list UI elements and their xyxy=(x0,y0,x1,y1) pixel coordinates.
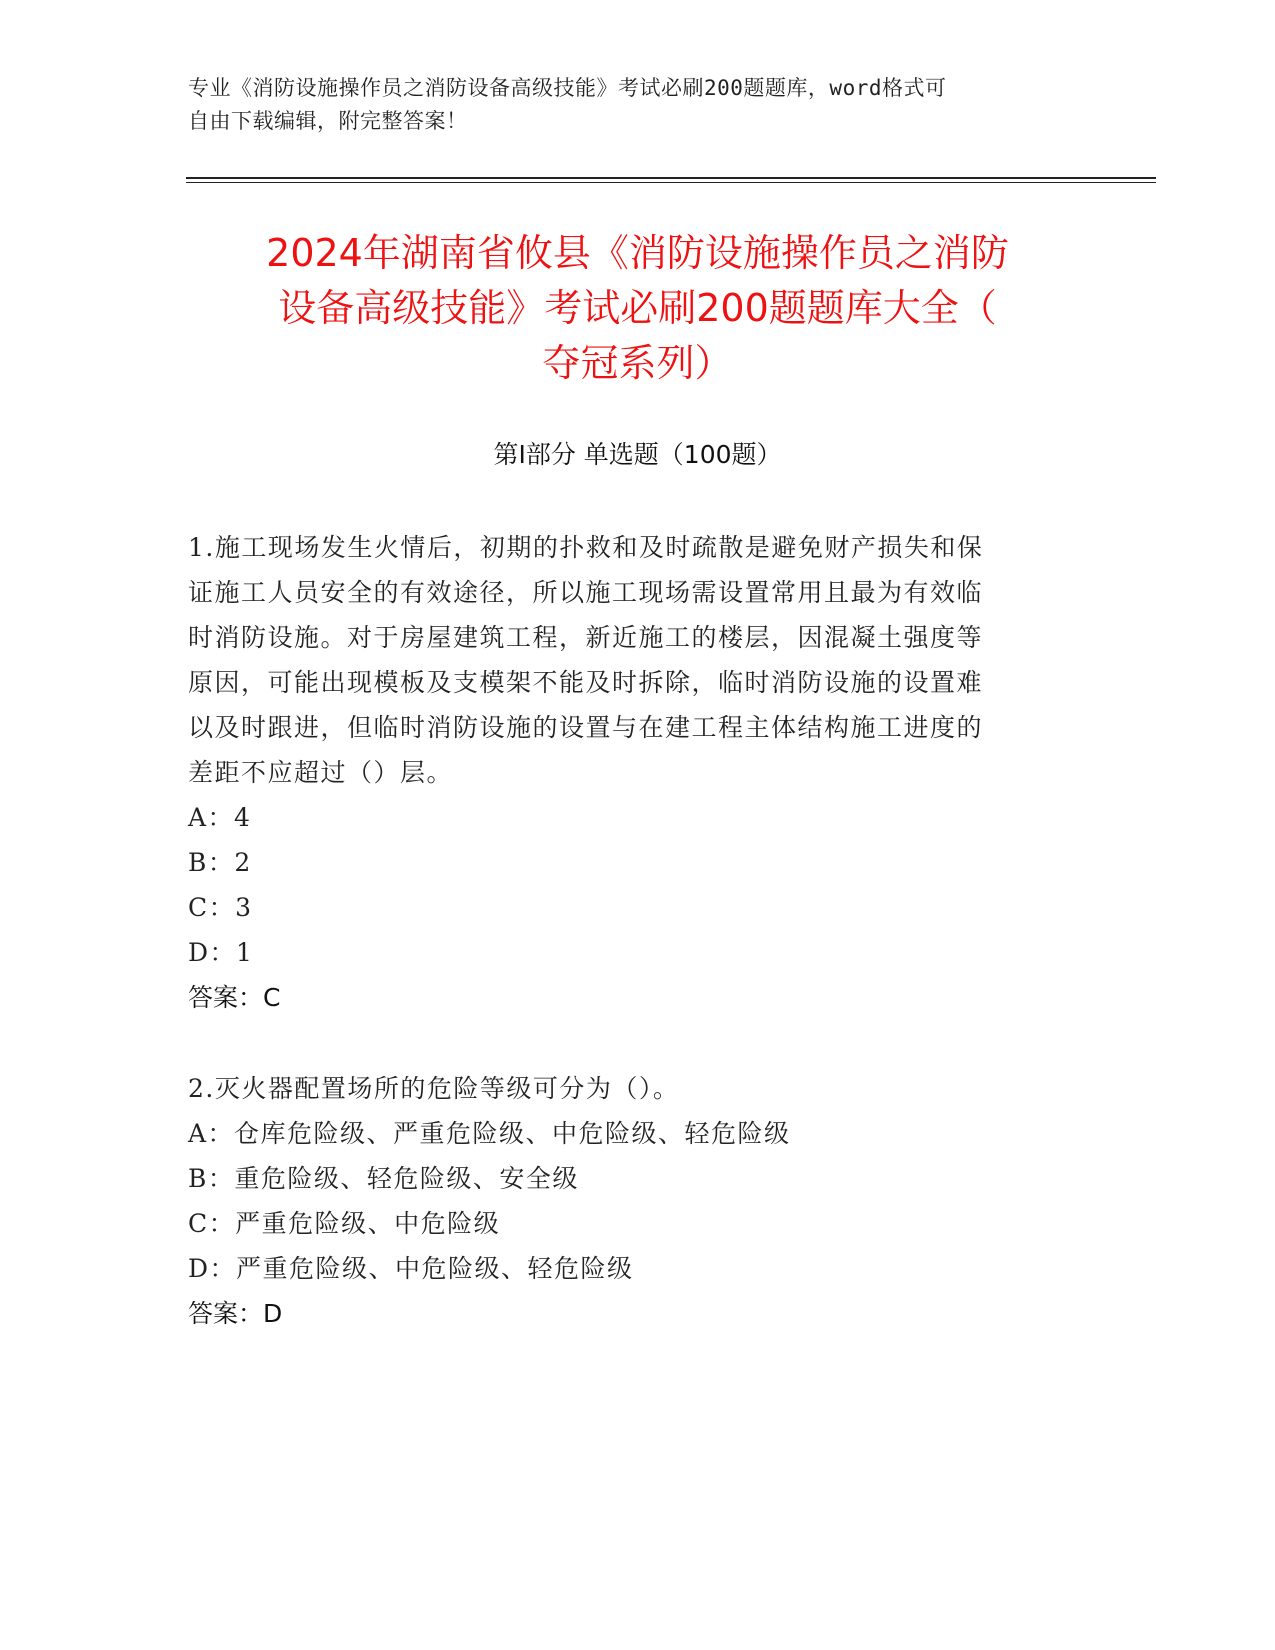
header-divider-thick xyxy=(186,177,1156,179)
document-title xyxy=(170,226,1105,391)
question-item xyxy=(188,1066,1068,1336)
question-stem-line: 以及时跟进，但临时消防设施的设置与在建工程主体结构施工进度的 xyxy=(188,713,984,742)
option-c: C：3 xyxy=(188,893,253,922)
option-d: D：严重危险级、中危险级、轻危险级 xyxy=(188,1254,634,1283)
answer-label: 答案：D xyxy=(188,1299,283,1328)
document-title-line: 2024年湖南省攸县《消防设施操作员之消防 xyxy=(266,231,1009,275)
option-c: C：严重危险级、中危险级 xyxy=(188,1209,501,1238)
question-stem xyxy=(188,1066,1068,1111)
header-divider-thin xyxy=(186,182,1156,183)
question-item xyxy=(188,525,1068,1020)
question-stem-line: 时消防设施。对于房屋建筑工程，新近施工的楼层，因混凝土强度等 xyxy=(188,623,984,652)
option-a: A：仓库危险级、严重危险级、中危险级、轻危险级 xyxy=(188,1119,791,1148)
question-stem-line: 2.灭火器配置场所的危险等级可分为（）。 xyxy=(188,1074,680,1103)
option-d: D：1 xyxy=(188,938,254,967)
section-heading: 第Ⅰ部分 单选题（100题） xyxy=(493,440,782,469)
question-stem-line: 差距不应超过（）层。 xyxy=(188,758,454,787)
question-stem xyxy=(188,525,1068,795)
header-note-line: 自由下载编辑，附完整答案！ xyxy=(188,109,468,133)
question-stem-line: 证施工人员安全的有效途径，所以施工现场需设置常用且最为有效临 xyxy=(188,578,984,607)
option-b: B：重危险级、轻危险级、安全级 xyxy=(188,1164,579,1193)
option-b: B：2 xyxy=(188,848,252,877)
question-stem-line: 1.施工现场发生火情后，初期的扑救和及时疏散是避免财产损失和保 xyxy=(188,533,984,562)
document-title-line: 夺冠系列） xyxy=(542,341,733,385)
option-a: A：4 xyxy=(188,803,252,832)
question-stem-line: 原因，可能出现模板及支模架不能及时拆除，临时消防设施的设置难 xyxy=(188,668,984,697)
header-note xyxy=(188,72,1068,138)
document-title-line: 设备高级技能》考试必刷200题题库大全（ xyxy=(278,286,997,330)
header-note-line: 专业《消防设施操作员之消防设备高级技能》考试必刷200题题库，word格式可 xyxy=(188,76,947,100)
answer-label: 答案：C xyxy=(188,983,281,1012)
